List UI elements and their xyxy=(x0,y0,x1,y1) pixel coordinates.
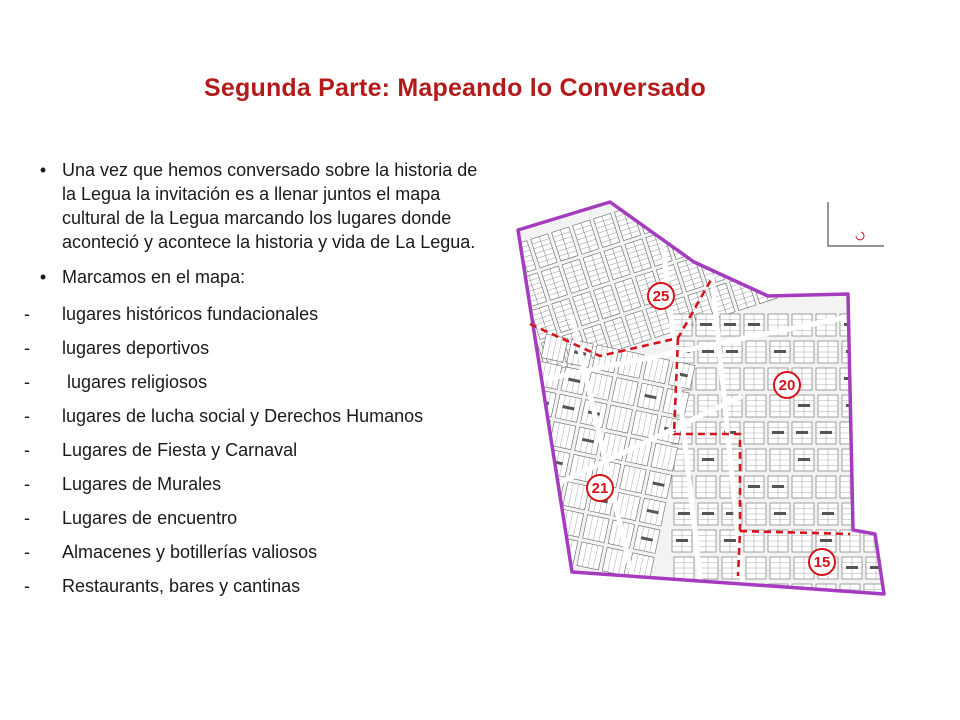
parcel-line xyxy=(665,196,674,224)
parcel-line xyxy=(522,502,527,525)
dash-marker: - xyxy=(24,372,30,392)
list-item xyxy=(24,336,494,360)
street-label-mark xyxy=(846,566,858,569)
sector-label: 25 xyxy=(652,288,670,305)
street-label-mark xyxy=(868,431,880,434)
parcel-line xyxy=(680,196,697,201)
parcel-line xyxy=(748,261,765,267)
parcel-line xyxy=(728,196,737,204)
parcel-line xyxy=(512,299,523,305)
map-block xyxy=(866,503,886,525)
list-item-text: Lugares de encuentro xyxy=(62,508,238,528)
parcel-line xyxy=(512,284,518,290)
street-label-mark xyxy=(748,593,760,596)
sector-label: 21 xyxy=(591,480,609,497)
parcel-line xyxy=(716,235,733,241)
parcel-line xyxy=(543,478,548,501)
slide-title: Segunda Parte: Mapeando lo Conversado xyxy=(204,74,706,102)
parcel-line xyxy=(670,235,687,241)
map-block xyxy=(719,244,745,278)
parcel-line xyxy=(727,196,744,202)
parcel-line xyxy=(531,532,536,555)
parcel-line xyxy=(715,231,732,237)
parcel-line xyxy=(537,505,542,528)
street-label-mark xyxy=(700,323,712,326)
parcel-line xyxy=(662,212,679,218)
dash-marker: - xyxy=(24,406,30,426)
parcel-line xyxy=(724,258,741,264)
parcel-line xyxy=(713,226,730,232)
parcel-line xyxy=(523,445,528,468)
sector-marker xyxy=(774,372,800,398)
list-item xyxy=(24,506,494,530)
bullet-item xyxy=(24,158,494,254)
street-label-mark xyxy=(820,431,832,434)
list-item xyxy=(24,370,494,394)
parcel-line xyxy=(755,284,772,290)
street-label-mark xyxy=(820,539,832,542)
parcel-line xyxy=(516,331,533,337)
list-item-text: lugares de lucha social y Derechos Humanos xyxy=(62,406,424,426)
parcel-line xyxy=(733,214,750,220)
parcel-line xyxy=(512,528,516,551)
map-block xyxy=(526,531,553,559)
dash-marker: - xyxy=(24,508,30,528)
parcel-line xyxy=(514,326,531,332)
street-label-mark xyxy=(870,512,882,515)
map-block xyxy=(688,219,714,253)
parcel-line xyxy=(535,390,540,413)
map-block xyxy=(866,449,886,471)
street-label-mark xyxy=(702,350,714,353)
parcel-line xyxy=(512,317,529,323)
map-svg xyxy=(512,196,890,598)
dash-marker: - xyxy=(24,338,30,358)
map-block xyxy=(864,368,884,390)
list-item-text: Lugares de Murales xyxy=(62,474,222,494)
parcel-line xyxy=(704,198,721,204)
parcel-line xyxy=(658,198,675,204)
parcel-line xyxy=(742,242,759,248)
sector-marker xyxy=(809,549,835,575)
dash-marker: - xyxy=(24,474,30,494)
dash-marker: - xyxy=(24,576,30,596)
street-label-mark xyxy=(676,539,688,542)
parcel-line xyxy=(725,196,742,197)
bullet-text: Una vez que hemos conversado sobre la historia de la Legua la invitación es a llenar juntos el mapa cultural de la Legua marcando los lugares donde aconteció y acontece la historia y vida de La Legua. xyxy=(62,160,478,252)
parcel-line xyxy=(638,209,655,215)
parcel-line xyxy=(512,289,520,295)
map-block xyxy=(512,247,515,281)
parcel-line xyxy=(535,418,540,441)
parcel-line xyxy=(734,219,751,225)
map-block xyxy=(866,341,886,363)
parcel-line xyxy=(710,216,727,222)
dash-marker: - xyxy=(24,304,30,324)
parcel-line xyxy=(706,203,723,209)
parcel-line xyxy=(737,229,754,235)
parcel-line xyxy=(529,417,534,440)
parcel-line xyxy=(722,254,739,260)
street-label-mark xyxy=(822,512,834,515)
street-label-mark xyxy=(796,593,808,596)
parcel-line xyxy=(542,535,547,558)
list-item-text: Lugares de Fiesta y Carnaval xyxy=(62,440,298,460)
parcel-line xyxy=(537,533,542,556)
sector-label: 20 xyxy=(778,377,796,394)
street-label-mark xyxy=(820,593,832,596)
street-label-mark xyxy=(772,485,784,488)
map-block xyxy=(512,471,539,499)
parcel-line xyxy=(512,271,514,277)
dash-marker: - xyxy=(24,440,30,460)
map-block xyxy=(551,537,578,565)
parcel-line xyxy=(694,238,711,244)
parcel-line xyxy=(700,256,717,262)
parcel-line xyxy=(727,268,744,274)
map-block xyxy=(677,196,703,220)
map-block xyxy=(864,422,884,444)
bullet-marker: • xyxy=(39,160,47,180)
la-legua-map xyxy=(512,196,890,598)
parcel-line xyxy=(692,233,709,239)
map-block xyxy=(512,280,526,314)
bullet-item xyxy=(24,265,494,289)
map-block xyxy=(864,476,884,498)
parcel-line xyxy=(738,208,747,237)
parcel-line xyxy=(543,506,548,529)
street-label-mark xyxy=(726,350,738,353)
list-item xyxy=(24,472,494,496)
list-item-text: lugares históricos fundacionales xyxy=(62,304,319,324)
parcel-line xyxy=(557,538,562,561)
map-block xyxy=(866,395,886,417)
street-label-mark xyxy=(702,512,714,515)
list-item-text: Restaurants, bares y cantinas xyxy=(62,576,301,596)
parcel-line xyxy=(637,205,654,211)
list-item xyxy=(24,438,494,462)
parcel-line xyxy=(641,219,658,225)
list-item xyxy=(24,574,494,598)
sector-marker xyxy=(648,283,674,309)
parcel-line xyxy=(512,282,517,311)
parcel-line xyxy=(745,252,762,258)
parcel-line xyxy=(736,224,753,230)
parcel-line xyxy=(540,420,545,443)
parcel-line xyxy=(703,196,720,199)
parcel-line xyxy=(717,214,726,243)
list-item xyxy=(24,302,494,326)
street-label-mark xyxy=(772,431,784,434)
parcel-line xyxy=(754,279,771,285)
list-item-text: lugares deportivos xyxy=(62,338,210,358)
map-block xyxy=(512,498,533,526)
parcel-line xyxy=(512,500,517,523)
parcel-line xyxy=(534,447,539,470)
street-label-mark xyxy=(724,323,736,326)
street-label-mark xyxy=(774,350,786,353)
parcel-line xyxy=(523,473,528,496)
sector-marker xyxy=(587,475,613,501)
parcel-line xyxy=(664,217,681,223)
parcel-line xyxy=(548,507,553,530)
parcel-line xyxy=(728,247,737,276)
sector-label: 15 xyxy=(813,554,831,571)
parcel-line xyxy=(683,205,700,211)
map-block xyxy=(696,584,716,598)
street-label-mark xyxy=(512,537,520,542)
parcel-line xyxy=(721,249,738,255)
list-item-text: Almacenes y botillerías valiosos xyxy=(62,542,318,562)
parcel-line xyxy=(512,294,521,300)
parcel-line xyxy=(518,472,523,495)
parcel-line xyxy=(529,446,534,469)
parcel-line xyxy=(671,240,688,246)
parcel-line xyxy=(513,322,530,328)
map-block xyxy=(740,237,766,271)
street-label-mark xyxy=(870,350,882,353)
dash-marker: - xyxy=(24,542,30,562)
map-block xyxy=(719,196,745,207)
map-block xyxy=(518,444,545,472)
parcel-line xyxy=(640,214,657,220)
map-block xyxy=(720,584,740,598)
street-label-mark xyxy=(724,539,736,542)
list-item-text: lugares religiosos xyxy=(62,372,208,392)
parcel-line xyxy=(712,221,729,227)
street-label-mark xyxy=(798,404,810,407)
parcel-line xyxy=(659,202,676,208)
parcel-line xyxy=(691,228,708,234)
map-block xyxy=(656,196,682,227)
map-block xyxy=(864,314,884,336)
street-label-mark xyxy=(748,323,760,326)
map-block xyxy=(532,504,559,532)
parcel-line xyxy=(661,207,678,213)
parcel-line xyxy=(668,230,685,236)
parcel-line xyxy=(749,240,758,269)
bullet-marker: • xyxy=(39,267,47,287)
map-block xyxy=(672,584,692,598)
parcel-line xyxy=(518,315,527,344)
street-label-mark xyxy=(531,427,543,432)
map-block xyxy=(730,205,756,239)
street-label-mark xyxy=(748,485,760,488)
street-label-mark xyxy=(678,512,690,515)
parcel-line xyxy=(518,336,535,342)
parcel-line xyxy=(517,501,522,524)
parcel-line xyxy=(528,474,533,497)
parcel-line xyxy=(517,529,522,552)
parcel-line xyxy=(512,303,524,309)
parcel-line xyxy=(731,210,748,216)
parcel-line xyxy=(746,256,763,262)
street-label-mark xyxy=(702,458,714,461)
parcel-line xyxy=(548,479,553,502)
parcel-line xyxy=(682,200,699,206)
street-label-mark xyxy=(796,431,808,434)
parcel-line xyxy=(689,223,706,229)
street-label-mark xyxy=(774,512,786,515)
parcel-line xyxy=(707,196,716,211)
list-item xyxy=(24,404,494,428)
slide-content xyxy=(24,158,494,608)
street-label-mark xyxy=(798,458,810,461)
parcel-line xyxy=(743,247,760,253)
parcel-line xyxy=(696,221,705,250)
map-block xyxy=(512,526,527,554)
parcel-line xyxy=(725,263,742,269)
parcel-line xyxy=(686,196,695,217)
map-block xyxy=(709,212,735,246)
map-block xyxy=(698,196,724,213)
parcel-line xyxy=(752,274,769,280)
list-item xyxy=(24,540,494,564)
parcel-line xyxy=(695,242,712,248)
parcel-line xyxy=(685,210,702,216)
bullet-text: Marcamos en el mapa: xyxy=(62,267,246,287)
